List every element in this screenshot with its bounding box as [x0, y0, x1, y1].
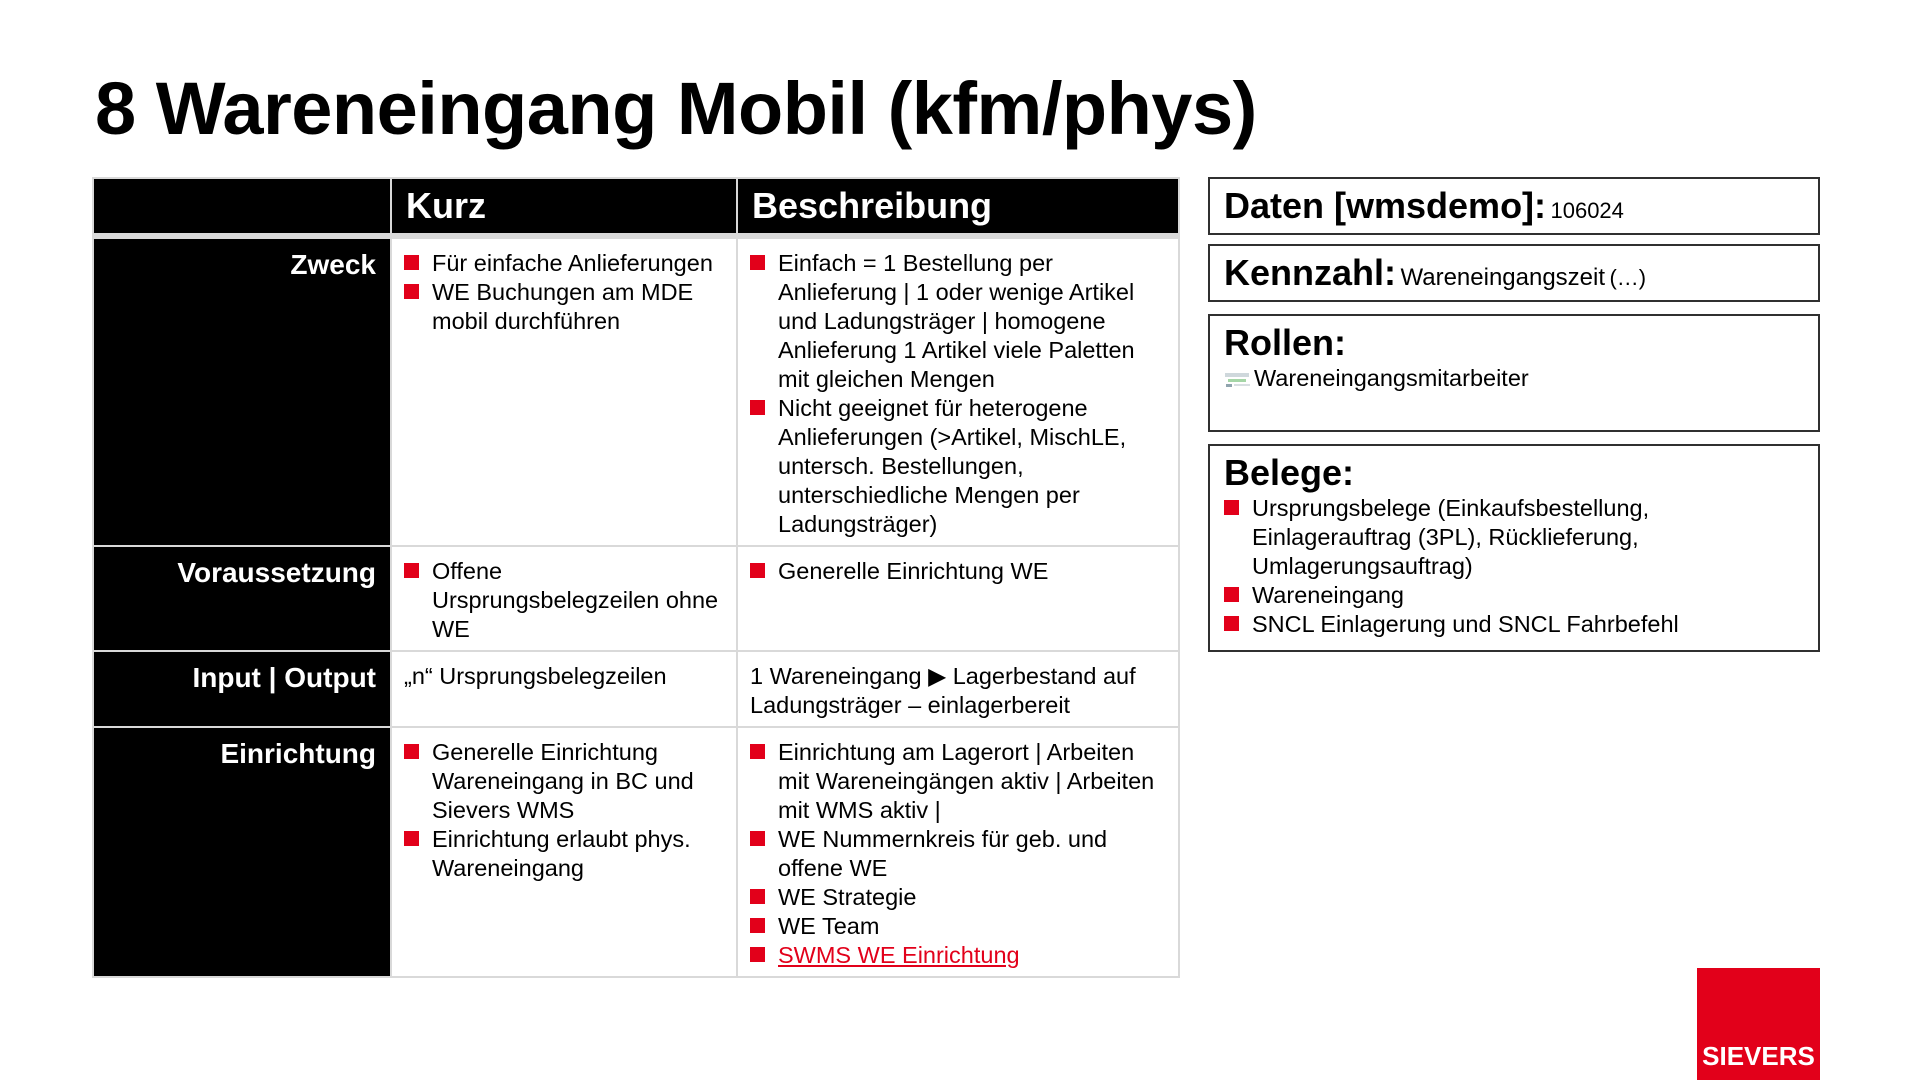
rollen-label: Rollen:	[1224, 322, 1346, 363]
square-bullet-icon	[404, 831, 419, 846]
belege-label: Belege:	[1224, 452, 1355, 493]
kurz-cell	[391, 236, 737, 546]
logo-text: SIEVERS	[1702, 1041, 1815, 1071]
list-item: Offene Ursprungsbelegzeilen ohne WE	[404, 557, 726, 644]
kurz-cell	[391, 727, 737, 977]
list-item: Generelle Einrichtung WE	[750, 557, 1168, 586]
list-item	[750, 941, 1168, 970]
square-bullet-icon	[750, 744, 765, 759]
row-label: Input | Output	[93, 651, 391, 727]
overview-table	[92, 177, 1180, 978]
rollen-box	[1208, 314, 1820, 432]
list-item: Für einfache Anlieferungen	[404, 249, 726, 278]
header-kurz: Kurz	[391, 178, 737, 236]
header-corner	[93, 178, 391, 236]
row-label: Einrichtung	[93, 727, 391, 977]
list-item: SNCL Einlagerung und SNCL Fahrbefehl	[1224, 610, 1804, 639]
square-bullet-icon	[404, 255, 419, 270]
square-bullet-icon	[404, 563, 419, 578]
sievers-logo	[1697, 968, 1820, 1080]
square-bullet-icon	[1224, 587, 1239, 602]
list-item: Einrichtung am Lagerort | Arbeiten mit Wareneingängen aktiv | Arbeiten mit WMS aktiv |	[750, 738, 1168, 825]
table-row-input-output	[93, 651, 1179, 727]
role-icon	[1224, 371, 1252, 389]
kurz-text: „n“ Ursprungsbelegzeilen	[404, 663, 667, 689]
page-title: 8 Wareneingang Mobil (kfm/phys)	[95, 67, 1257, 150]
list-item: Einrichtung erlaubt phys. Wareneingang	[404, 825, 726, 883]
list-item: Nicht geeignet für heterogene Anlieferungen (>Artikel, MischLE, untersch. Bestellungen, unterschiedliche Mengen per Ladungsträger)	[750, 394, 1168, 539]
square-bullet-icon	[750, 563, 765, 578]
list-item: WE Team	[750, 912, 1168, 941]
rollen-item	[1224, 364, 1804, 393]
square-bullet-icon	[750, 889, 765, 904]
square-bullet-icon	[750, 831, 765, 846]
kennzahl-label: Kennzahl:	[1224, 252, 1397, 293]
list-item: Einfach = 1 Bestellung per Anlieferung | 1 oder wenige Artikel und Ladungsträger | homogene Anlieferung 1 Artikel viele Paletten mit gleichen Mengen	[750, 249, 1168, 394]
square-bullet-icon	[750, 918, 765, 933]
list-item: WE Nummernkreis für geb. und offene WE	[750, 825, 1168, 883]
square-bullet-icon	[1224, 616, 1239, 631]
list-item: WE Buchungen am MDE mobil durchführen	[404, 278, 726, 336]
square-bullet-icon	[404, 744, 419, 759]
belege-box	[1208, 444, 1820, 652]
beschreibung-cell	[737, 236, 1179, 546]
square-bullet-icon	[750, 947, 765, 962]
daten-label: Daten [wmsdemo]:	[1224, 185, 1547, 226]
row-label: Voraussetzung	[93, 546, 391, 651]
list-item: WE Strategie	[750, 883, 1168, 912]
row-label: Zweck	[93, 236, 391, 546]
list-item: Ursprungsbelege (Einkaufsbestellung, Einlagerauftrag (3PL), Rücklieferung, Umlagerungsauftrag)	[1224, 494, 1804, 581]
swms-we-einrichtung-link[interactable]: SWMS WE Einrichtung	[778, 942, 1020, 968]
list-item: Generelle Einrichtung Wareneingang in BC und Sievers WMS	[404, 738, 726, 825]
kennzahl-suffix: (…)	[1609, 265, 1647, 290]
beschreibung-cell	[737, 651, 1179, 727]
square-bullet-icon	[1224, 500, 1239, 515]
kennzahl-box	[1208, 244, 1820, 302]
beschreibung-cell	[737, 546, 1179, 651]
square-bullet-icon	[750, 255, 765, 270]
daten-value: 106024	[1550, 198, 1624, 223]
beschreibung-text: 1 Wareneingang ▶ Lagerbestand auf Ladungsträger – einlagerbereit	[750, 663, 1136, 718]
table-row-voraussetzung	[93, 546, 1179, 651]
table-row-einrichtung	[93, 727, 1179, 977]
list-item: Wareneingang	[1224, 581, 1804, 610]
header-beschreibung: Beschreibung	[737, 178, 1179, 236]
kurz-cell	[391, 651, 737, 727]
square-bullet-icon	[750, 400, 765, 415]
table-header-row	[93, 178, 1179, 236]
square-bullet-icon	[404, 284, 419, 299]
kennzahl-value: Wareneingangszeit	[1400, 264, 1606, 291]
rollen-item-label: Wareneingangsmitarbeiter	[1254, 365, 1529, 391]
daten-box	[1208, 177, 1820, 235]
table-row-zweck	[93, 236, 1179, 546]
beschreibung-cell	[737, 727, 1179, 977]
kurz-cell	[391, 546, 737, 651]
